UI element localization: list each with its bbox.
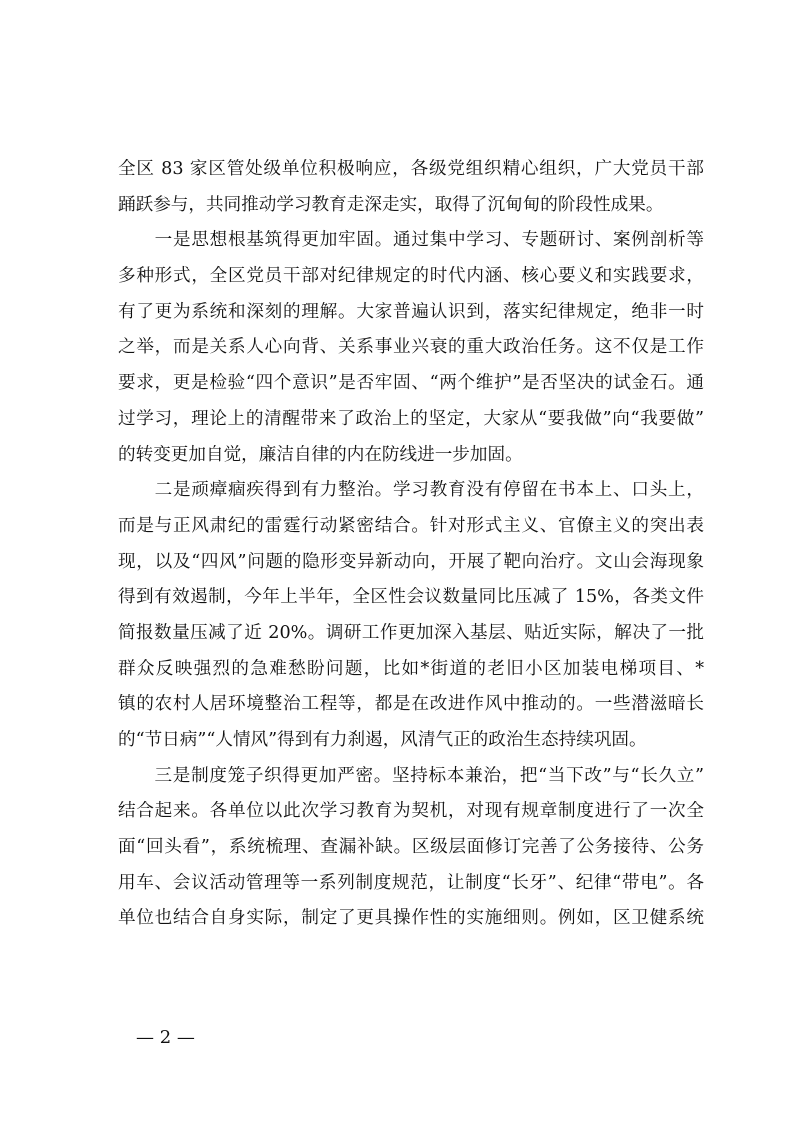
text-line: 单位也结合自身实际，制定了更具操作性的实施细则。例如，区卫健系统 — [118, 908, 704, 929]
page-number: — 2 — — [136, 1027, 195, 1048]
text-line: 全区 83 家区管处级单位积极响应，各级党组织精心组织，广大党员干部 — [118, 159, 704, 179]
body-text — [118, 152, 704, 937]
paragraph-start-line: 二是顽瘴痼疾得到有力整治。学习教育没有停留在书本上、口头上， — [118, 480, 704, 501]
text-line: 简报数量压减了近 20%。调研工作更加深入基层、贴近实际，解决了一批 — [118, 622, 704, 643]
text-line: 有了更为系统和深刻的理解。大家普遍认识到，落实纪律规定，绝非一时 — [118, 301, 704, 322]
text-line: 群众反映强烈的急难愁盼问题，比如*街道的老旧小区加装电梯项目、* — [118, 658, 704, 679]
paragraph-start-line: 三是制度笼子织得更加严密。坚持标本兼治，把“当下改”与“长久立” — [118, 765, 704, 786]
text-line: 用车、会议活动管理等一系列制度规范，让制度“长牙”、纪律“带电”。各 — [118, 872, 704, 893]
text-line: 现，以及“四风”问题的隐形变异新动向，开展了靶向治疗。文山会海现象 — [118, 551, 704, 572]
text-line: 的转变更加自觉，廉洁自律的内在防线进一步加固。 — [118, 444, 523, 465]
text-line: 要求，更是检验“四个意识”是否牢固、“两个维护”是否坚决的试金石。通 — [118, 373, 704, 394]
text-line: 多种形式，全区党员干部对纪律规定的时代内涵、核心要义和实践要求， — [118, 266, 704, 287]
text-line: 踊跃参与，共同推动学习教育走深走实，取得了沉甸甸的阶段性成果。 — [118, 194, 664, 215]
text-line: 过学习，理论上的清醒带来了政治上的坚定，大家从“要我做”向“我要做” — [118, 408, 704, 429]
paragraph-start-line: 一是思想根基筑得更加牢固。通过集中学习、专题研讨、案例剖析等 — [118, 230, 704, 251]
text-line: 之举，而是关系人心向背、关系事业兴衰的重大政治任务。这不仅是工作 — [118, 337, 704, 358]
text-line: 面“回头看”，系统梳理、查漏补缺。区级层面修订完善了公务接待、公务 — [118, 837, 704, 858]
text-line: 而是与正风肃纪的雷霆行动紧密结合。针对形式主义、官僚主义的突出表 — [118, 515, 704, 536]
text-line: 镇的农村人居环境整治工程等，都是在改进作风中推动的。一些潜滋暗长 — [118, 694, 704, 715]
text-line: 结合起来。各单位以此次学习教育为契机，对现有规章制度进行了一次全 — [118, 801, 704, 822]
text-line: 的“节日病”“人情风”得到有力刹遏，风清气正的政治生态持续巩固。 — [118, 730, 647, 750]
text-line: 得到有效遏制，今年上半年，全区性会议数量同比压减了 15%，各类文件 — [118, 587, 704, 608]
